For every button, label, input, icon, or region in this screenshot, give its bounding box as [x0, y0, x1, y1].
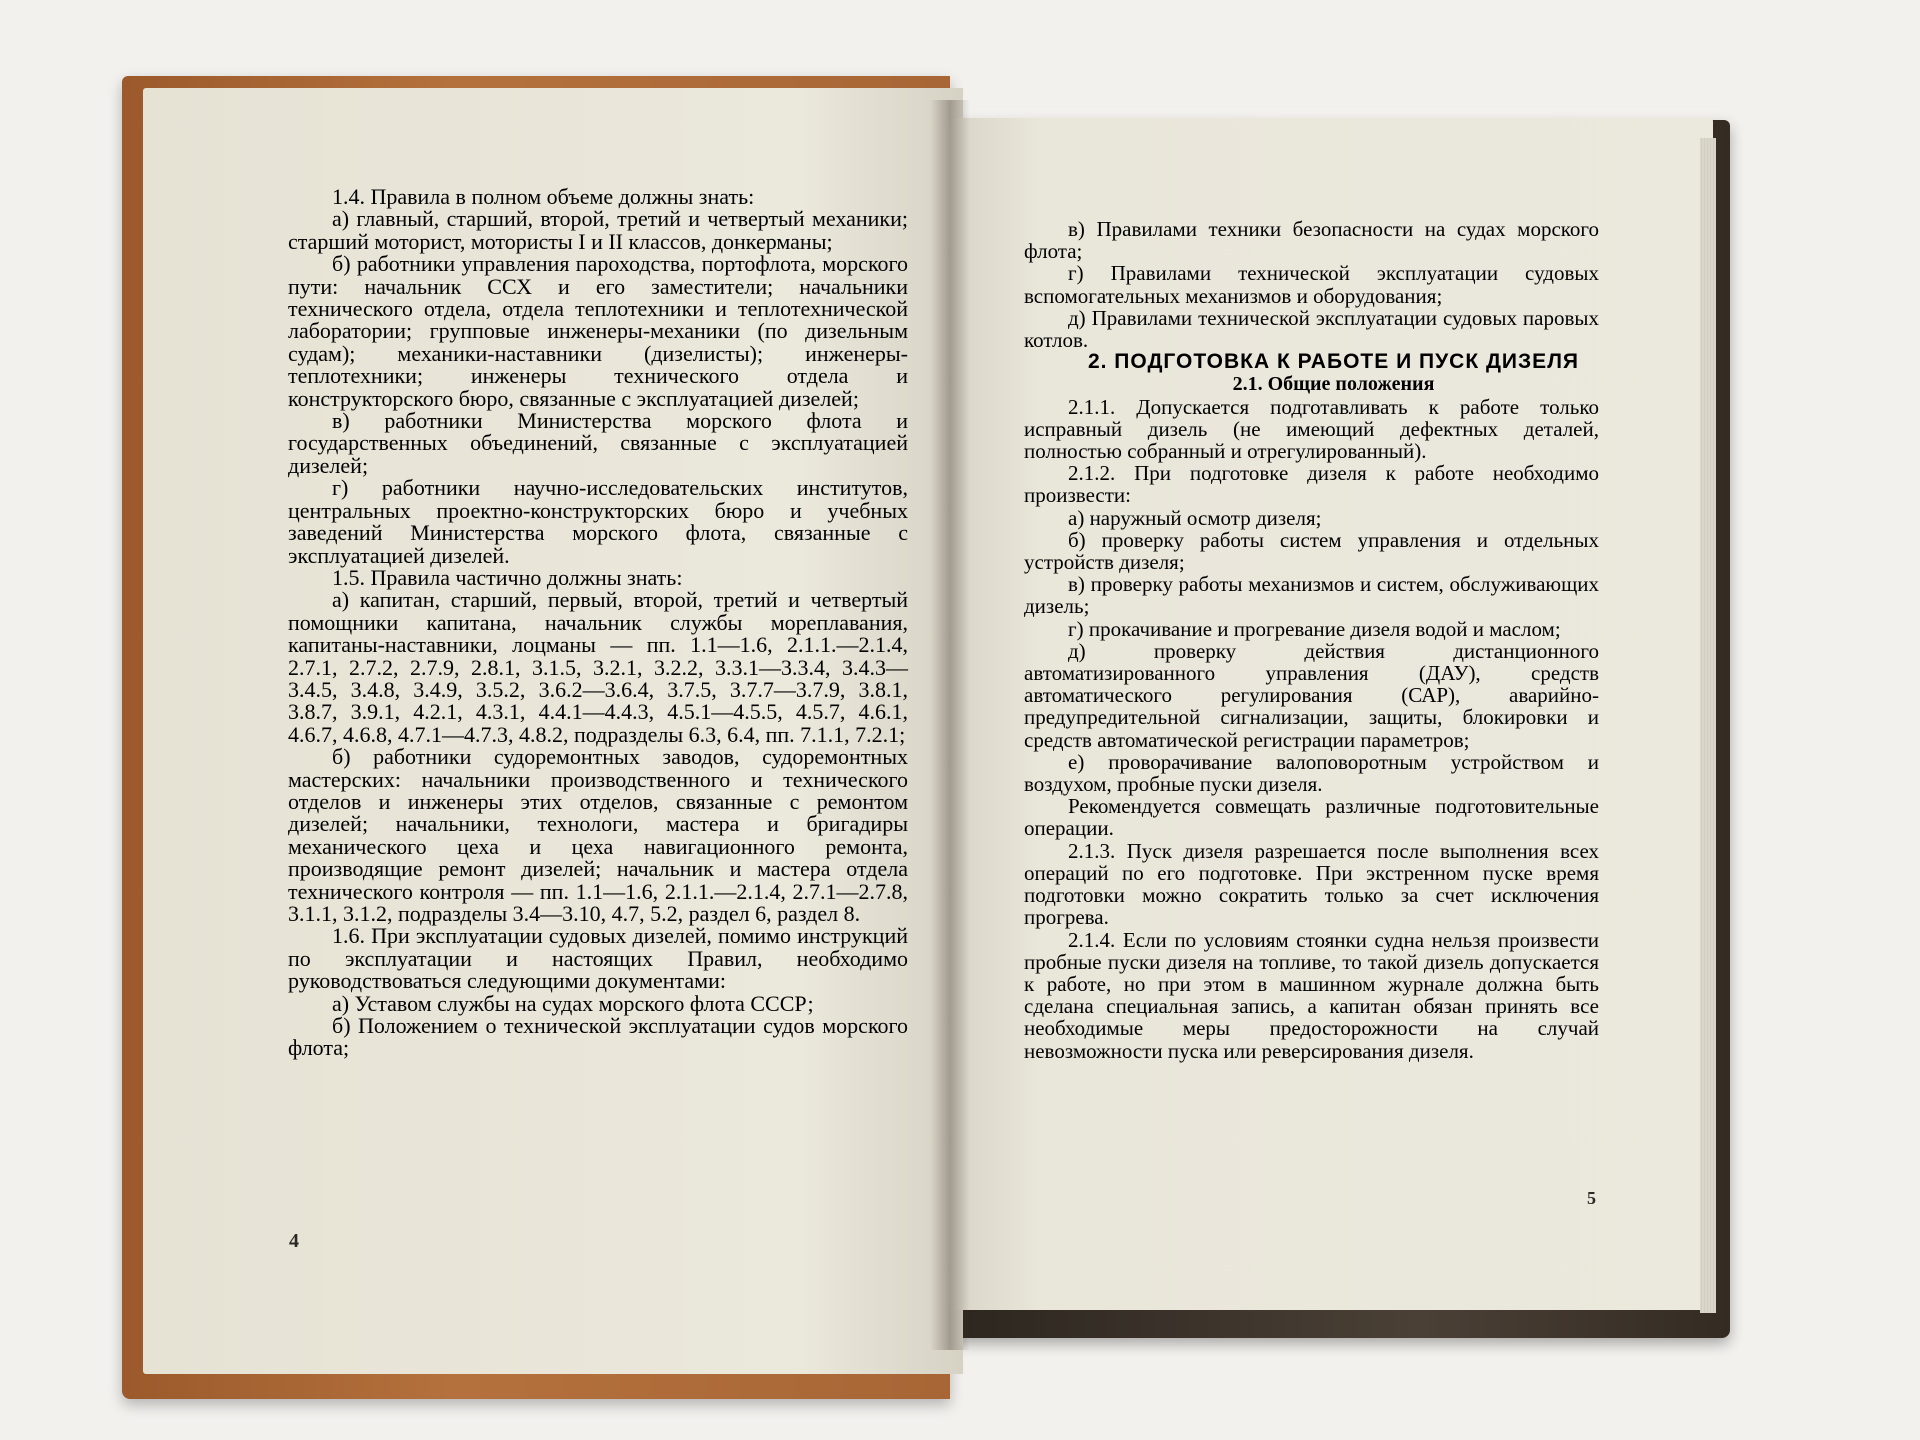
paragraph: а) главный, старший, второй, третий и четвертый механики; старший моторист, мотористы I и II классов, донкерманы; — [288, 206, 908, 254]
paragraph: е) проворачивание валоповоротным устройством и воздухом, пробные пуски дизеля. — [1024, 749, 1599, 797]
paragraph: а) наружный осмотр дизеля; — [1068, 505, 1322, 530]
left-page-text — [288, 186, 908, 1060]
paragraph: г) Правилами технической эксплуатации судовых вспомогательных механизмов и оборудования; — [1024, 261, 1599, 308]
paragraph: 2.1.1. Допускается подготавливать к работе только исправный дизель (не имеющий дефектных деталей, полностью собранный и отрегулированный). — [1024, 394, 1599, 464]
paragraph: б) проверку работы систем управления и отдельных устройств дизеля; — [1024, 527, 1599, 575]
paragraph: г) работники научно-исследовательских институтов, центральных проектно-конструкторских бюро и учебных заведений Министерства морского флота, связанные с эксплуатацией дизелей. — [288, 475, 908, 568]
paragraph: а) Уставом службы на судах морского флота СССР; — [332, 990, 814, 1016]
paragraph: 2.1.3. Пуск дизеля разрешается после выполнения всех операций по его подготовке. При экстренном пуске время подготовки можно сократить только за счет исключения прогрева. — [1024, 838, 1599, 930]
paragraph: д) Правилами технической эксплуатации судовых паровых котлов. — [1024, 305, 1599, 353]
paragraph: 1.5. Правила частично должны знать: — [332, 564, 683, 590]
paragraph: 1.4. Правила в полном объеме должны знать: — [332, 184, 755, 209]
paragraph: б) работники управления пароходства, портофлота, морского пути: начальник ССХ и его заместители; начальники технического отдела, отдела теплотехники и теплотехнической лаборатории; групповые инженеры-механики (по дизельным судам); механики-наставники (дизелисты); инженеры-теплотехники; инженеры технического отдела и конструкторского бюро, связанные с эксплуатацией дизелей; — [288, 251, 908, 411]
paragraph: г) прокачивание и прогревание дизеля водой и маслом; — [1068, 616, 1561, 641]
book-spine — [930, 100, 970, 1350]
right-page-text — [1024, 218, 1599, 1062]
paragraph: 2.1.4. Если по условиям стоянки судна нельзя произвести пробные пуски дизеля на топливе, то такой дизель допускается к работе, но при этом в машинном журнале должна быть сделана специальная запись, а капитан обязан принять все необходимые меры предосторожности на случай невозможности пуска или реверсирования дизеля. — [1024, 927, 1599, 1063]
paragraph: в) работники Министерства морского флота и государственных объединений, связанные с эксплуатацией дизелей; — [288, 408, 908, 478]
paragraph: 2.1.2. При подготовке дизеля к работе необходимо произвести: — [1024, 461, 1599, 508]
subsection-heading: 2.1. Общие положения — [1232, 373, 1435, 396]
page-number-left: 4 — [289, 1230, 299, 1252]
paragraph: Рекомендуется совмещать различные подготовительные операции. — [1024, 794, 1599, 841]
paragraph: д) проверку действия дистанционного автоматизированного управления (ДАУ), средств автоматического регулирования (САР), аварийно-предупредительной сигнализации, защиты, блокировки и средств автоматической регистрации параметров; — [1024, 638, 1599, 752]
paragraph: 1.6. При эксплуатации судовых дизелей, помимо инструкций по эксплуатации и настоящих Правил, необходимо руководствоваться следующими документами: — [288, 923, 908, 994]
page-number-right: 5 — [1587, 1188, 1596, 1208]
paragraph: б) Положением о технической эксплуатации судов морского флота; — [288, 1013, 908, 1061]
paragraph: в) проверку работы механизмов и систем, обслуживающих дизель; — [1024, 572, 1599, 619]
section-heading: 2. ПОДГОТОВКА К РАБОТЕ И ПУСК ДИЗЕЛЯ — [1087, 350, 1580, 374]
page-edges — [1700, 138, 1716, 1313]
paragraph: б) работники судоремонтных заводов, судоремонтных мастерских: начальники производственного и технического отделов и инженеры этих отделов, связанные с ремонтом дизелей; начальники, технологи, мастера и бригадиры механического цеха и цеха навигационного ремонта, производящие ремонт дизелей; начальник и мастера отдела технического контроля — пп. 1.1—1.6, 2.1.1.—2.1.4, 2.7.1—2.7.8, 3.1.1, 3.1.2, подразделы 3.4—3.10, 4.7, 5.2, раздел 6, раздел 8. — [288, 744, 908, 926]
paragraph: в) Правилами техники безопасности на судах морского флота; — [1024, 217, 1599, 264]
paragraph: а) капитан, старший, первый, второй, третий и четвертый помощники капитана, начальник службы мореплавания, капитаны-наставники, лоцманы — пп. 1.1—1.6, 2.1.1.—2.1.4, 2.7.1, 2.7.2, 2.7.9, 2.8.1, 3.1.5, 3.2.1, 3.2.2, 3.3.1—3.3.4, 3.4.3—3.4.5, 3.4.8, 3.4.9, 3.5.2, 3.6.2—3.6.4, 3.7.5, 3.7.7—3.7.9, 3.8.1, 3.8.7, 3.9.1, 4.2.1, 4.3.1, 4.4.1—4.4.3, 4.5.1—4.5.5, 4.5.7, 4.6.1, 4.6.7, 4.6.8, 4.7.1—4.7.3, 4.8.2, подразделы 6.3, 6.4, пп. 7.1.1, 7.2.1; — [288, 587, 908, 747]
